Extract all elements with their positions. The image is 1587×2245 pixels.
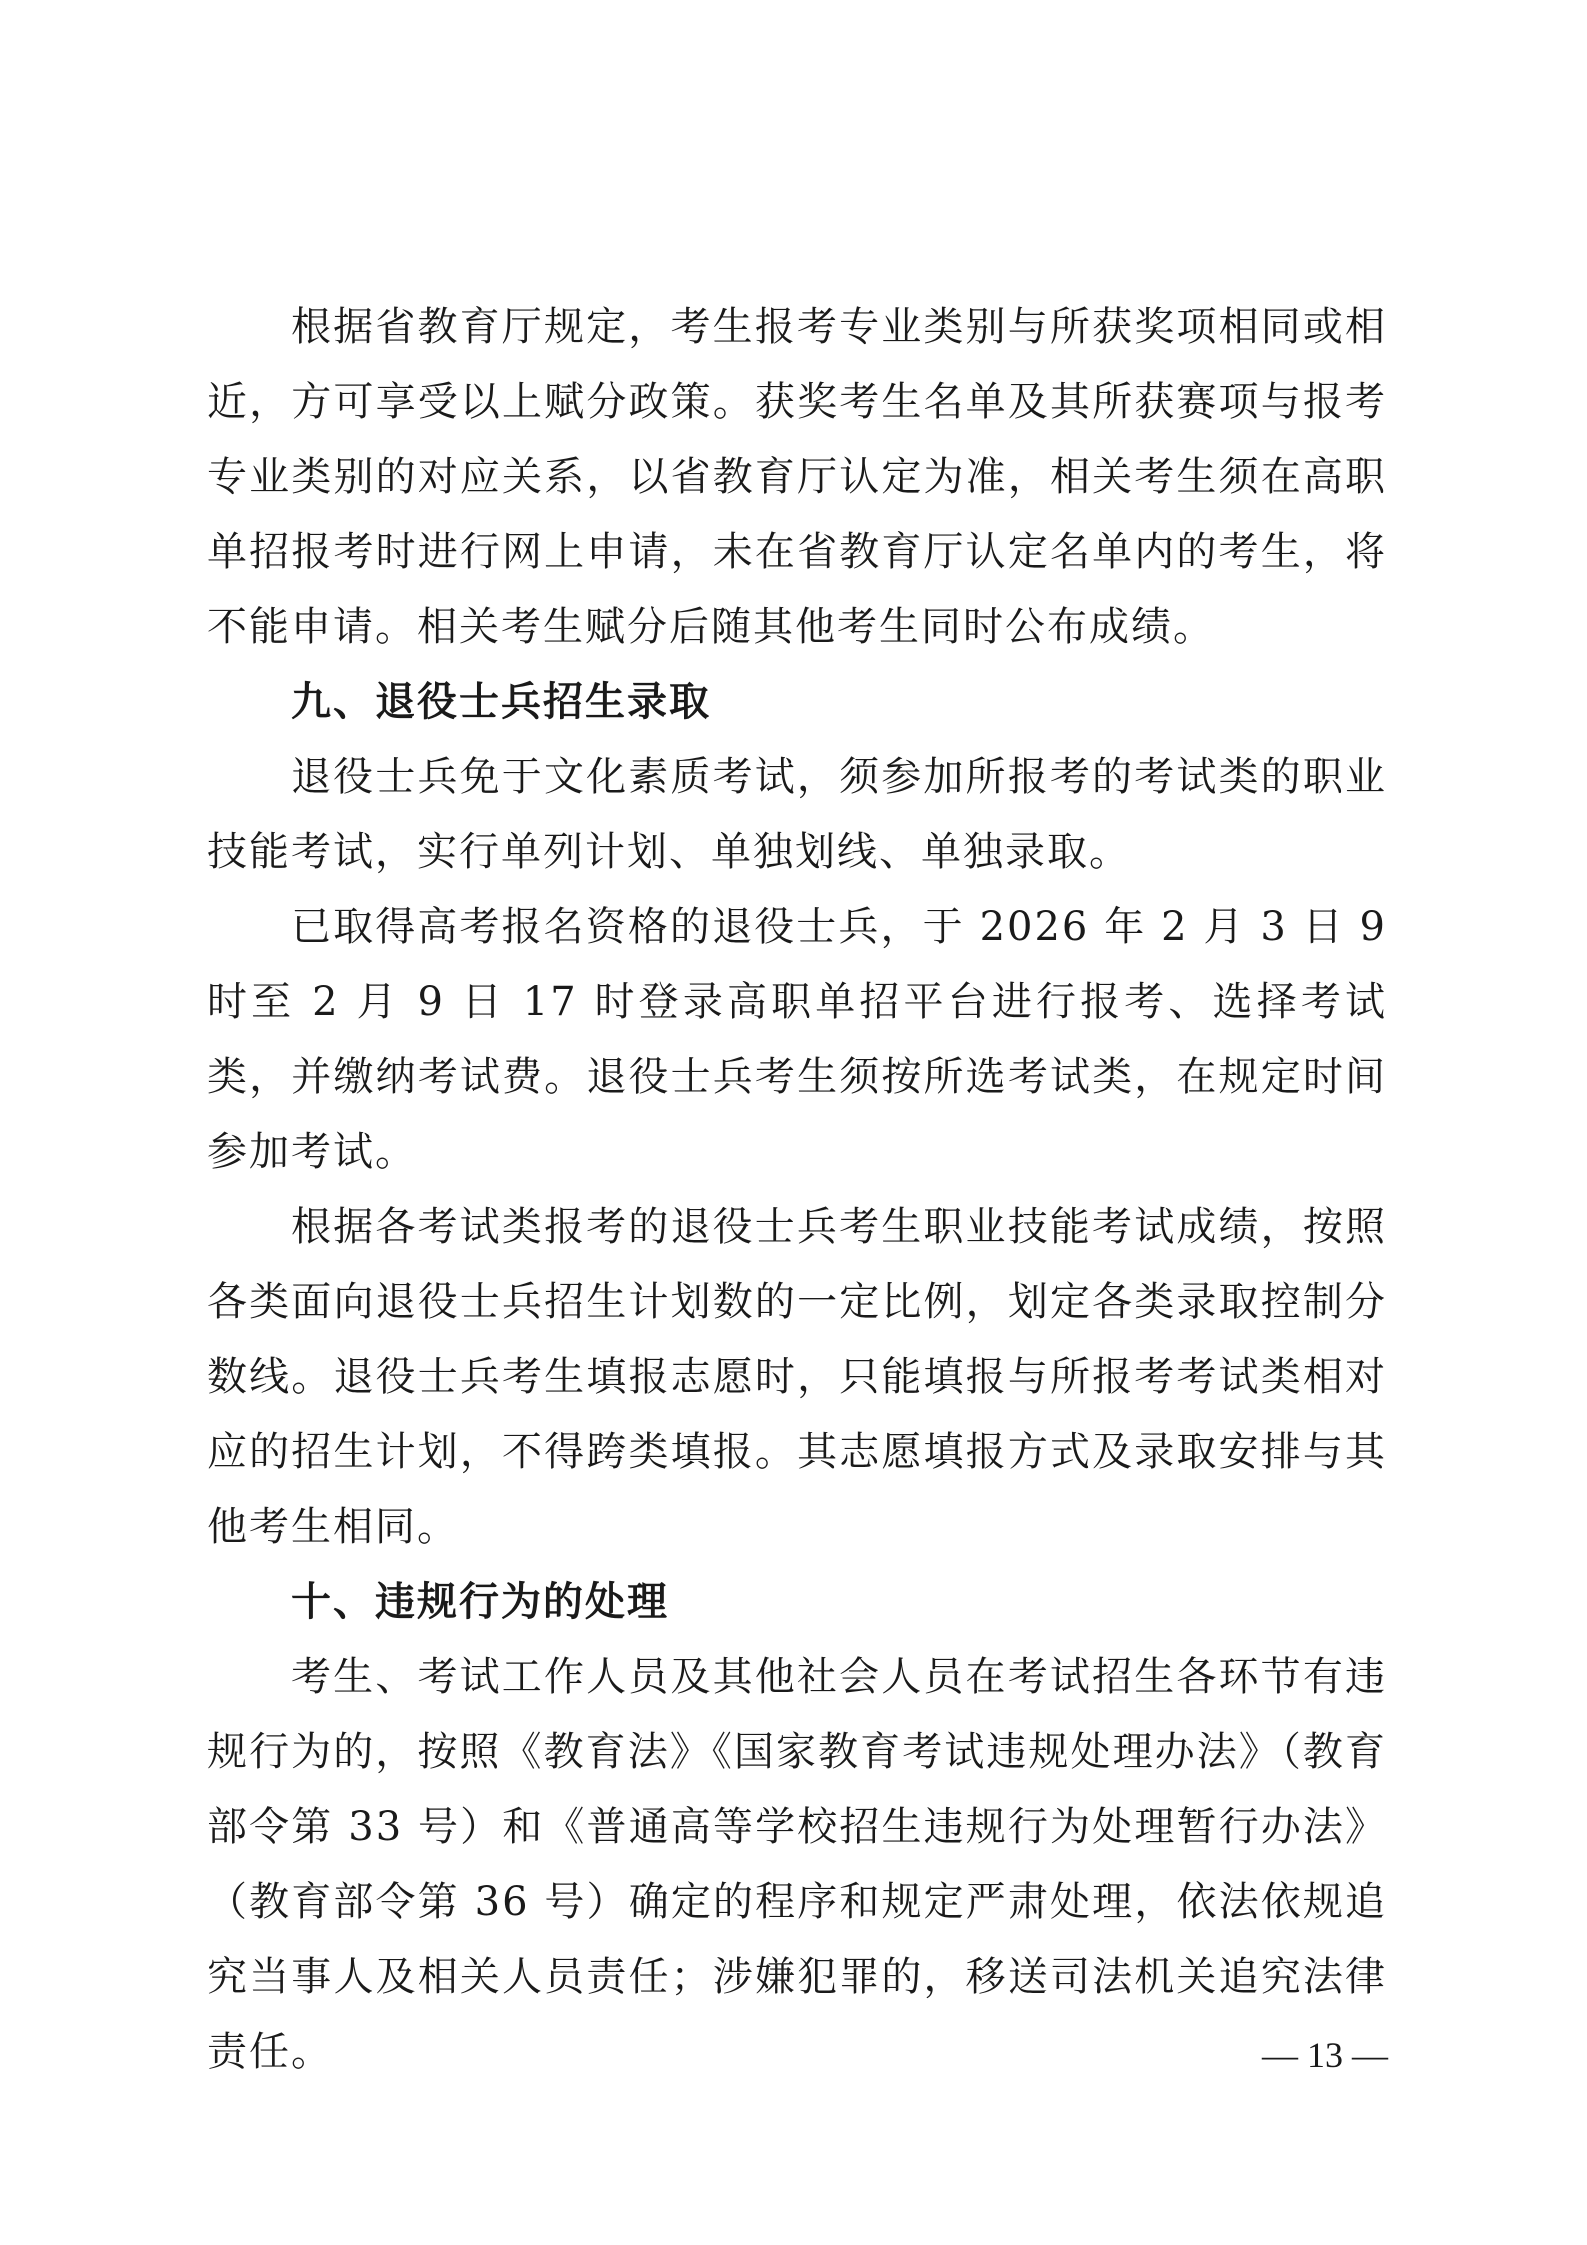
section-heading-violation-handling: 十、违规行为的处理	[291, 1579, 669, 1625]
section-heading-veteran-admission: 九、退役士兵招生录取	[291, 679, 711, 725]
paragraph-veteran-registration: 已取得高考报名资格的退役士兵，于 2026 年 2 月 3 日 9 时至 2 月 9 日 17 时登录高职单招平台进行报考、选择考试类，并缴纳考试费。退役士兵考生须按所选考试类，在规定时间参加考试。	[207, 904, 1387, 1175]
paragraph-violation-handling: 考生、考试工作人员及其他社会人员在考试招生各环节有违规行为的，按照《教育法》《国家教育考试违规处理办法》（教育部令第 33 号）和《普通高等学校招生违规行为处理暂行办法》（教育部令第 36 号）确定的程序和规定严肃处理，依法依规追究当事人及相关人员责任；涉嫌犯罪的，移送司法机关追究法律责任。	[207, 1654, 1387, 2075]
document-body	[207, 290, 1387, 2090]
paragraph-veteran-score-line: 根据各考试类报考的退役士兵考生职业技能考试成绩，按照各类面向退役士兵招生计划数的一定比例，划定各类录取控制分数线。退役士兵考生填报志愿时，只能填报与所报考考试类相对应的招生计划，不得跨类填报。其志愿填报方式及录取安排与其他考生相同。	[207, 1204, 1387, 1550]
page-number: — 13 —	[1262, 2035, 1388, 2075]
paragraph-veteran-exam-exemption: 退役士兵免于文化素质考试，须参加所报考的考试类的职业技能考试，实行单列计划、单独划线、单独录取。	[207, 754, 1387, 875]
paragraph-award-scoring-policy: 根据省教育厅规定，考生报考专业类别与所获奖项相同或相近，方可享受以上赋分政策。获奖考生名单及其所获赛项与报考专业类别的对应关系，以省教育厅认定为准，相关考生须在高职单招报考时进行网上申请，未在省教育厅认定名单内的考生，将不能申请。相关考生赋分后随其他考生同时公布成绩。	[207, 304, 1387, 650]
